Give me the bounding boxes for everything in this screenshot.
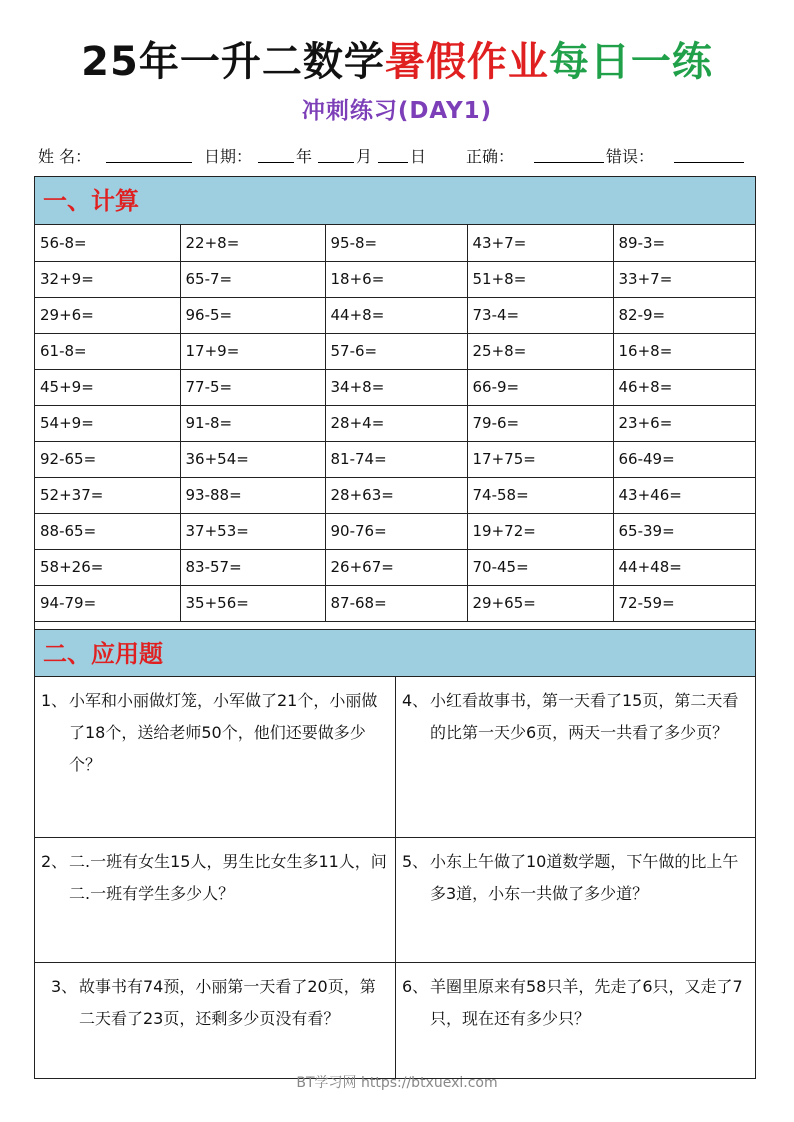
wrong-label: 错误：: [606, 147, 655, 166]
calc-cell[interactable]: 74-58=: [467, 477, 613, 513]
page-subtitle: 冲刺练习(DAY1): [301, 98, 493, 124]
problem-text: 羊圈里原来有58只羊，先走了6只，又走了7只，现在还有多少只？: [430, 977, 743, 1028]
calc-cell[interactable]: 65-7=: [180, 261, 325, 297]
problem-cell[interactable]: [35, 838, 396, 963]
calc-cell[interactable]: 96-5=: [180, 297, 325, 333]
problem-cell[interactable]: [396, 838, 755, 963]
calc-cell[interactable]: 43+7=: [467, 225, 613, 261]
worksheet-frame: [34, 176, 756, 1079]
name-blank[interactable]: [106, 144, 192, 163]
calc-cell[interactable]: 58+26=: [35, 549, 180, 585]
calc-cell[interactable]: 79-6=: [467, 405, 613, 441]
calc-cell[interactable]: 77-5=: [180, 369, 325, 405]
calc-cell[interactable]: 87-68=: [325, 585, 467, 621]
calc-cell[interactable]: 17+75=: [467, 441, 613, 477]
calc-cell[interactable]: 56-8=: [35, 225, 180, 261]
problem-number: 6、: [402, 977, 429, 996]
calc-cell[interactable]: 66-9=: [467, 369, 613, 405]
calc-row: [35, 261, 755, 297]
calc-cell[interactable]: 70-45=: [467, 549, 613, 585]
calc-cell[interactable]: 95-8=: [325, 225, 467, 261]
calc-cell[interactable]: 29+65=: [467, 585, 613, 621]
calc-cell[interactable]: 44+48=: [613, 549, 755, 585]
calc-cell[interactable]: 18+6=: [325, 261, 467, 297]
calc-cell[interactable]: 82-9=: [613, 297, 755, 333]
section-word-problems-header: 二、应用题: [35, 629, 755, 677]
wrong-blank[interactable]: [674, 144, 744, 163]
calc-row: [35, 225, 755, 261]
problem-text: 小军和小丽做灯笼，小军做了21个，小丽做了18个，送给老师50个，他们还要做多少个？: [69, 691, 378, 774]
calc-cell[interactable]: 23+6=: [613, 405, 755, 441]
calc-cell[interactable]: 94-79=: [35, 585, 180, 621]
name-label: 姓 名：: [38, 147, 92, 166]
year-blank[interactable]: [258, 144, 294, 163]
problem-text: 小东上午做了10道数学题，下午做的比上午多3道，小东一共做了多少道？: [430, 852, 739, 903]
problem-cell[interactable]: [35, 677, 396, 838]
calc-cell[interactable]: 16+8=: [613, 333, 755, 369]
calc-row: [35, 585, 755, 621]
calc-cell[interactable]: 66-49=: [613, 441, 755, 477]
calc-cell[interactable]: 54+9=: [35, 405, 180, 441]
calc-cell[interactable]: 37+53=: [180, 513, 325, 549]
calc-row: [35, 333, 755, 369]
calc-cell[interactable]: 51+8=: [467, 261, 613, 297]
calc-cell[interactable]: 19+72=: [467, 513, 613, 549]
calc-cell[interactable]: 52+37=: [35, 477, 180, 513]
calc-cell[interactable]: 33+7=: [613, 261, 755, 297]
calc-row: [35, 477, 755, 513]
day-label: 日: [410, 147, 427, 166]
calc-cell[interactable]: 46+8=: [613, 369, 755, 405]
title-part-grade: 25年一升二数学: [81, 39, 385, 85]
problem-text: 故事书有74预，小丽第一天看了20页，第二天看了23页，还剩多少页没有看？: [79, 977, 376, 1028]
calc-cell[interactable]: 36+54=: [180, 441, 325, 477]
calc-cell[interactable]: 26+67=: [325, 549, 467, 585]
calc-cell[interactable]: 93-88=: [180, 477, 325, 513]
calc-row: [35, 369, 755, 405]
calc-cell[interactable]: 83-57=: [180, 549, 325, 585]
calc-cell[interactable]: 57-6=: [325, 333, 467, 369]
footer-watermark: BT学习网 https://btxuexi.com: [296, 1075, 498, 1091]
problem-number: 1、: [41, 691, 68, 710]
calc-cell[interactable]: 17+9=: [180, 333, 325, 369]
calc-cell[interactable]: 81-74=: [325, 441, 467, 477]
calc-row: [35, 405, 755, 441]
word-problems-grid: [35, 677, 755, 1079]
calc-cell[interactable]: 90-76=: [325, 513, 467, 549]
problem-number: 2、: [41, 852, 68, 871]
title-part-daily: 每日一练: [548, 39, 713, 85]
calc-cell[interactable]: 35+56=: [180, 585, 325, 621]
calc-cell[interactable]: 25+8=: [467, 333, 613, 369]
problem-cell[interactable]: [396, 963, 755, 1079]
calc-cell[interactable]: 29+6=: [35, 297, 180, 333]
student-info-line: [38, 144, 758, 168]
calc-cell[interactable]: 89-3=: [613, 225, 755, 261]
calc-cell[interactable]: 65-39=: [613, 513, 755, 549]
problem-number: 4、: [402, 691, 429, 710]
calculation-table: [35, 225, 755, 622]
calc-cell[interactable]: 91-8=: [180, 405, 325, 441]
calc-cell[interactable]: 92-65=: [35, 441, 180, 477]
calc-cell[interactable]: 72-59=: [613, 585, 755, 621]
problem-number: 3、: [51, 977, 78, 996]
page-title: [0, 30, 794, 87]
problem-number: 5、: [402, 852, 429, 871]
calc-cell[interactable]: 61-8=: [35, 333, 180, 369]
calc-row: [35, 297, 755, 333]
date-label: 日期：: [204, 147, 253, 166]
calc-cell[interactable]: 28+4=: [325, 405, 467, 441]
calc-cell[interactable]: 28+63=: [325, 477, 467, 513]
month-label: 月: [356, 147, 373, 166]
calc-row: [35, 441, 755, 477]
calc-cell[interactable]: 44+8=: [325, 297, 467, 333]
calc-cell[interactable]: 32+9=: [35, 261, 180, 297]
calc-row: [35, 513, 755, 549]
day-blank[interactable]: [378, 144, 408, 163]
calc-cell[interactable]: 34+8=: [325, 369, 467, 405]
month-blank[interactable]: [318, 144, 354, 163]
calc-cell[interactable]: 43+46=: [613, 477, 755, 513]
calc-row: [35, 549, 755, 585]
calc-cell[interactable]: 88-65=: [35, 513, 180, 549]
calc-cell[interactable]: 73-4=: [467, 297, 613, 333]
problem-cell[interactable]: [396, 677, 755, 838]
correct-label: 正确：: [466, 147, 515, 166]
problem-cell[interactable]: [35, 963, 396, 1079]
title-part-homework: 暑假作业: [384, 39, 549, 85]
problem-text: 二.一班有女生15人，男生比女生多11人，问二.一班有学生多少人？: [69, 852, 387, 903]
calc-cell[interactable]: 45+9=: [35, 369, 180, 405]
year-label: 年: [296, 147, 313, 166]
correct-blank[interactable]: [534, 144, 604, 163]
calc-cell[interactable]: 22+8=: [180, 225, 325, 261]
problem-text: 小红看故事书，第一天看了15页，第二天看的比第一天少6页，两天一共看了多少页？: [430, 691, 739, 742]
section-calculation-header: 一、计算: [35, 177, 755, 225]
